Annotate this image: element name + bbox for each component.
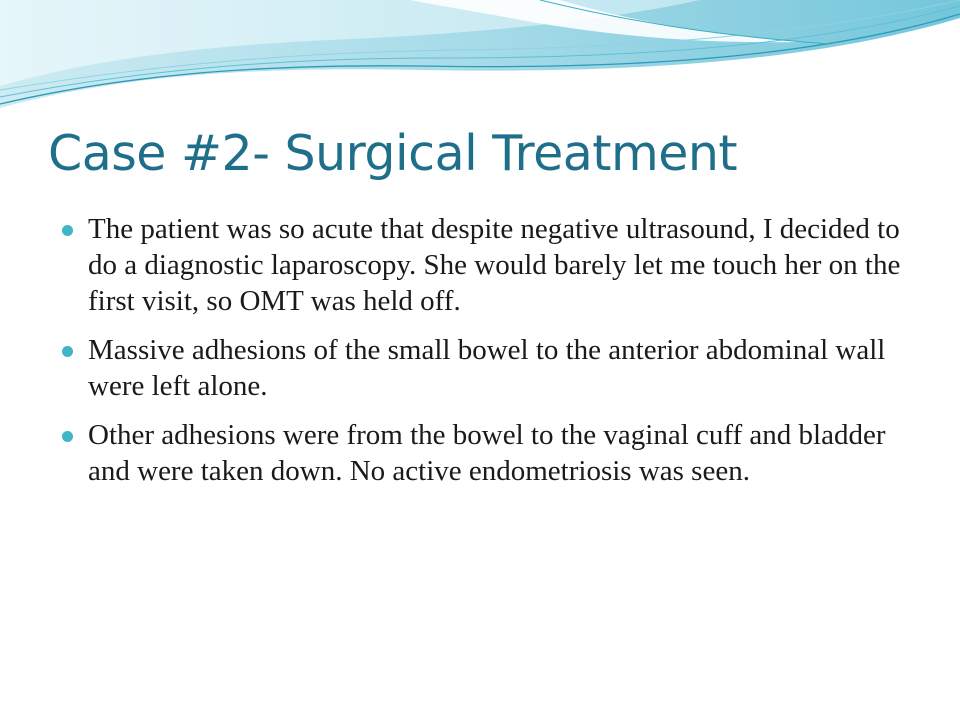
header-wave-decoration bbox=[0, 0, 960, 120]
bullet-text: Massive adhesions of the small bowel to the anterior abdominal wall were left alone. bbox=[88, 334, 886, 402]
bullet-item bbox=[62, 417, 912, 489]
bullet-dot-icon bbox=[62, 225, 73, 236]
bullet-text: Other adhesions were from the bowel to the vaginal cuff and bladder and were taken down. No active endometriosis was seen. bbox=[88, 419, 886, 487]
bullet-item bbox=[62, 332, 912, 404]
bullet-text: The patient was so acute that despite negative ultrasound, I decided to do a diagnostic laparoscopy. She would barely let me touch her on the first visit, so OMT was held off. bbox=[88, 213, 901, 317]
bullet-dot-icon bbox=[62, 346, 73, 357]
bullet-list bbox=[62, 211, 912, 502]
bullet-dot-icon bbox=[62, 431, 73, 442]
slide-title: Case #2- Surgical Treatment bbox=[48, 125, 738, 182]
bullet-item bbox=[62, 211, 912, 319]
